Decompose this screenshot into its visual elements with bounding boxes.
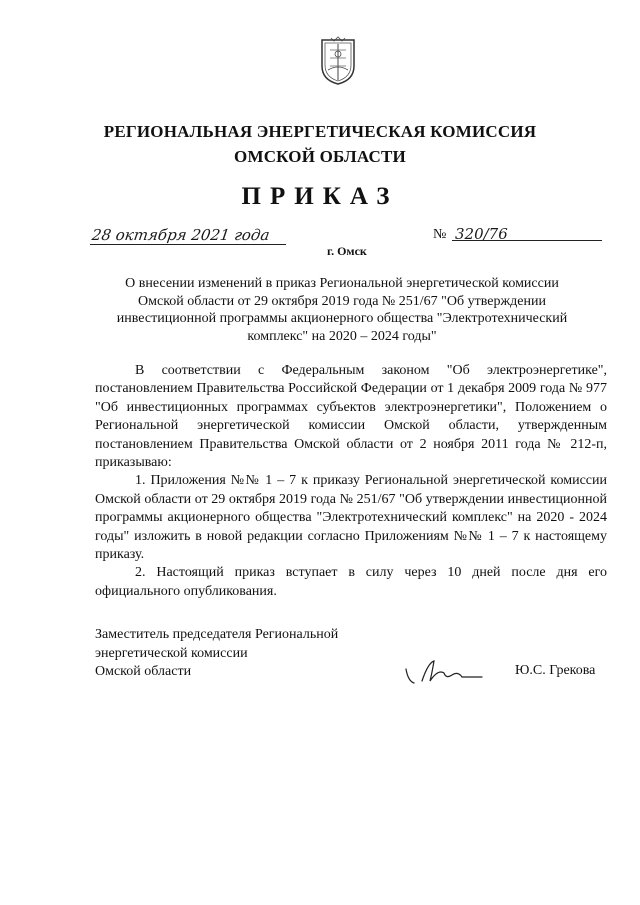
number-underline xyxy=(452,240,602,241)
number-sign: № xyxy=(433,227,447,242)
coat-of-arms-emblem-icon xyxy=(318,36,358,86)
position-line1: Заместитель председателя Региональной xyxy=(95,627,339,642)
handwritten-signature-icon xyxy=(402,655,492,687)
handwritten-number: 320/76 xyxy=(455,225,508,243)
city-label: г. Омск xyxy=(327,244,367,258)
handwritten-date: 28 октября 2021 года xyxy=(90,226,271,244)
position-line3: Омской области xyxy=(95,664,192,679)
organization-name-line2: ОМСКОЙ ОБЛАСТИ xyxy=(234,147,406,166)
order-item-2: 2. Настоящий приказ вступает в силу через 10 дней после дня его официального опубликования. xyxy=(95,565,607,599)
document-body xyxy=(95,362,607,601)
document-subject: О внесении изменений в приказ Региональной энергетической комиссии Омской области от 29 октября 2019 года № 251/67 "Об утверждении инвестиционной программы акционерного общества "Электротехнический комплекс" на 2020 – 2024 годы" xyxy=(116,276,568,344)
signatory-name: Ю.С. Грекова xyxy=(515,663,596,678)
document-type-title: ПРИКАЗ xyxy=(241,183,399,210)
signatory-position xyxy=(95,626,338,682)
position-line2: энергетической комиссии xyxy=(95,645,248,661)
organization-name-line1: РЕГИОНАЛЬНАЯ ЭНЕРГЕТИЧЕСКАЯ КОМИССИЯ xyxy=(103,122,537,141)
preamble-paragraph: В соответствии с Федеральным законом "Об электроэнергетике", постановлением Правительства Российской Федерации от 1 декабря 2009 года № 977 "Об инвестиционных программах субъектов электроэнергетики", Положением о Региональной энергетической комиссии Омской области, утвержденным постановлением Правительства Омской области от 2 ноября 2011 года № 212-п, приказываю: xyxy=(95,363,607,471)
order-item-1: 1. Приложения №№ 1 – 7 к приказу Региональной энергетической комиссии Омской области от 29 октября 2019 года № 251/67 "Об утверждении инвестиционной программы акционерного общества "Электротехнический комплекс" на 2020 - 2024 годы" изложить в новой редакции согласно Приложениям №№ 1 – 7 к настоящему приказу. xyxy=(95,473,607,563)
date-underline xyxy=(90,244,286,245)
